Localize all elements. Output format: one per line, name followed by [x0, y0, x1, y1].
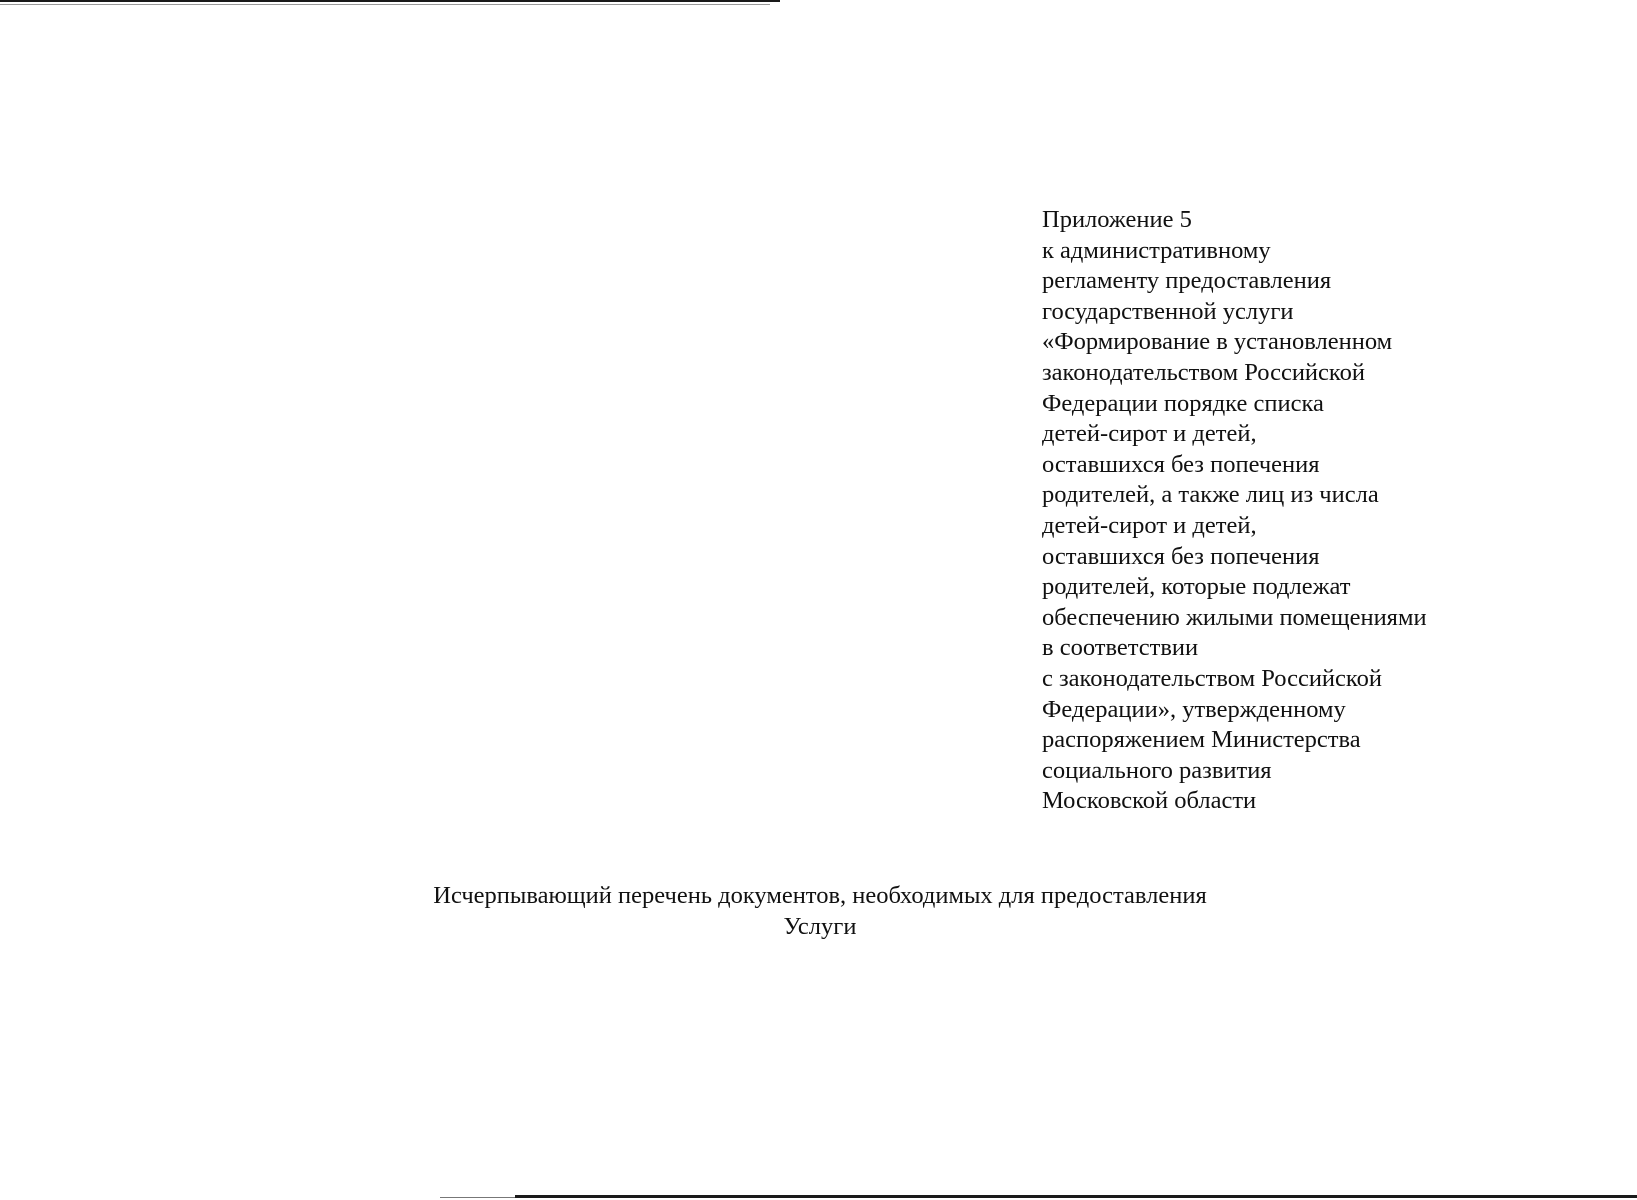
appendix-line: социального развития [1042, 756, 1272, 784]
appendix-line: с законодательством Российской [1042, 664, 1382, 692]
appendix-line: детей-сирот и детей, [1042, 511, 1257, 539]
appendix-heading [1042, 205, 1602, 817]
appendix-line: детей-сирот и детей, [1042, 420, 1257, 448]
scan-edge-top [0, 0, 780, 2]
appendix-line: Приложение 5 [1042, 206, 1192, 233]
appendix-line: оставшихся без попечения [1042, 450, 1320, 478]
appendix-line: родителей, а также лиц из числа [1042, 481, 1379, 509]
appendix-line: законодательством Российской [1042, 358, 1365, 386]
scan-edge-bottom [515, 1195, 1637, 1198]
document-title-line: Услуги [783, 913, 857, 940]
appendix-line: «Формирование в установленном [1042, 328, 1393, 356]
appendix-line: Федерации порядке списка [1042, 389, 1324, 417]
appendix-line: государственной услуги [1042, 297, 1294, 325]
scan-edge-bottom-left [440, 1197, 520, 1198]
appendix-line: регламенту предоставления [1042, 267, 1332, 295]
appendix-line: обеспечению жилыми помещениями [1042, 603, 1427, 631]
document-title [380, 880, 1260, 942]
scan-edge-top-faint [0, 4, 770, 5]
document-title-line: Исчерпывающий перечень документов, необходимых для предоставления [433, 882, 1207, 909]
appendix-line: к административному [1042, 236, 1271, 264]
appendix-line: родителей, которые подлежат [1042, 573, 1351, 601]
appendix-line: Московской области [1042, 787, 1257, 815]
appendix-line: Федерации», утвержденному [1042, 695, 1346, 723]
appendix-line: распоряжением Министерства [1042, 726, 1361, 754]
appendix-line: в соответствии [1042, 634, 1199, 662]
appendix-line: оставшихся без попечения [1042, 542, 1320, 570]
